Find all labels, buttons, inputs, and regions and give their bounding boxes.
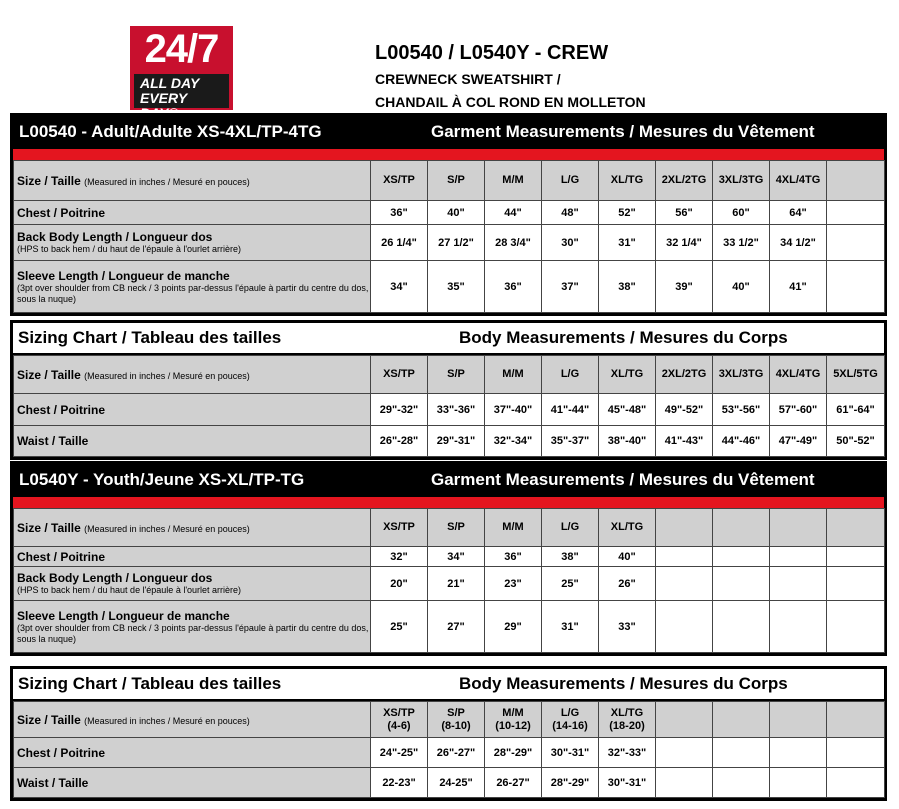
size-cell: [542, 702, 599, 738]
size-cell: XS/TP: [371, 161, 428, 201]
logo-line-1: ALL DAY: [140, 75, 200, 91]
value-cell: 32"-34": [485, 426, 542, 457]
table-row: [14, 201, 885, 225]
red-divider: [13, 497, 884, 508]
value-cell: [770, 768, 827, 798]
row-note: (HPS to back hem / du haut de l'épaule à l'ourlet arrière): [17, 244, 242, 254]
section-title: L0540Y - Youth/Jeune XS-XL/TP-TG: [19, 470, 305, 489]
size-label-cell: [14, 356, 371, 394]
size-cell: [656, 702, 713, 738]
size-note: (Measured in inches / Mesuré en pouces): [84, 370, 250, 381]
value-cell: 26"-28": [371, 426, 428, 457]
section-header: [13, 669, 884, 701]
row-label-cell: [14, 426, 371, 457]
value-cell: [770, 547, 827, 567]
value-cell: 23": [485, 567, 542, 601]
logo-line-2: EVERY: [140, 90, 187, 106]
value-cell: [656, 738, 713, 768]
size-cell: L/G: [542, 161, 599, 201]
size-cell: M/M: [485, 356, 542, 394]
size-cell: [827, 702, 885, 738]
row-label-cell: [14, 567, 371, 601]
value-cell: [827, 201, 885, 225]
value-cell: 57"-60": [770, 394, 827, 426]
size-cell: [599, 702, 656, 738]
value-cell: 28"-29": [542, 768, 599, 798]
value-cell: [827, 547, 885, 567]
section-heading: Garment Measurements / Mesures du Vêtement: [431, 470, 815, 489]
size-header-row: [14, 702, 885, 738]
value-cell: 39": [656, 261, 713, 313]
size-cell: [656, 509, 713, 547]
value-cell: 33"-36": [428, 394, 485, 426]
value-cell: [827, 738, 885, 768]
size-cell: [485, 702, 542, 738]
value-cell: 64": [770, 201, 827, 225]
value-cell: 32"-33": [599, 738, 656, 768]
logo-tagline: [134, 74, 229, 108]
row-label: Chest / Poitrine: [17, 745, 106, 760]
value-cell: [827, 601, 885, 653]
value-cell: 44"-46": [713, 426, 770, 457]
size-header-row: [14, 356, 885, 394]
value-cell: 20": [371, 567, 428, 601]
value-cell: 35": [428, 261, 485, 313]
size-name: M/M: [502, 706, 524, 719]
size-cell: 4XL/4TG: [770, 356, 827, 394]
value-cell: 32 1/4": [656, 225, 713, 261]
size-note: (Measured in inches / Mesuré en pouces): [84, 523, 250, 534]
size-label-cell: [14, 161, 371, 201]
value-cell: [656, 768, 713, 798]
row-label: Waist / Taille: [17, 775, 89, 790]
row-note: (HPS to back hem / du haut de l'épaule à l'ourlet arrière): [17, 585, 242, 595]
size-cell: [713, 702, 770, 738]
section-title: L00540 - Adult/Adulte XS-4XL/TP-4TG: [19, 122, 322, 141]
table-row: [14, 394, 885, 426]
table-row: [14, 768, 885, 798]
value-cell: 29": [485, 601, 542, 653]
size-cell: XS/TP: [371, 356, 428, 394]
value-cell: 38"-40": [599, 426, 656, 457]
value-cell: 34": [428, 547, 485, 567]
size-cell: 2XL/2TG: [656, 356, 713, 394]
value-cell: [770, 601, 827, 653]
row-label-cell: [14, 394, 371, 426]
value-cell: 40": [428, 201, 485, 225]
row-label-cell: [14, 201, 371, 225]
value-cell: 56": [656, 201, 713, 225]
value-cell: 21": [428, 567, 485, 601]
row-label: Chest / Poitrine: [17, 205, 106, 220]
adult-garment-section: [10, 113, 887, 316]
value-cell: 36": [485, 547, 542, 567]
youth-body-section: [10, 666, 887, 801]
section-header: [13, 323, 884, 355]
size-cell: XL/TG: [599, 509, 656, 547]
size-cell: [770, 509, 827, 547]
value-cell: 41"-44": [542, 394, 599, 426]
size-range: (8-10): [441, 719, 471, 732]
value-cell: 37"-40": [485, 394, 542, 426]
value-cell: 50"-52": [827, 426, 885, 457]
document-subtitle-fr: CHANDAIL À COL ROND EN MOLLETON: [375, 94, 646, 110]
value-cell: 30"-31": [542, 738, 599, 768]
value-cell: 32": [371, 547, 428, 567]
size-header-row: [14, 509, 885, 547]
value-cell: [827, 261, 885, 313]
size-cell: M/M: [485, 161, 542, 201]
value-cell: [713, 768, 770, 798]
table-row: [14, 547, 885, 567]
value-cell: [713, 547, 770, 567]
value-cell: 26"-27": [428, 738, 485, 768]
table-row: [14, 738, 885, 768]
value-cell: 26-27": [485, 768, 542, 798]
value-cell: 30"-31": [599, 768, 656, 798]
size-range: (14-16): [552, 719, 588, 732]
size-label-cell: [14, 702, 371, 738]
size-name: XS/TP: [383, 706, 415, 719]
size-cell: [827, 509, 885, 547]
value-cell: 29"-32": [371, 394, 428, 426]
size-cell: [713, 509, 770, 547]
size-name: S/P: [447, 706, 465, 719]
value-cell: 49"-52": [656, 394, 713, 426]
row-label: Chest / Poitrine: [17, 549, 106, 564]
value-cell: 52": [599, 201, 656, 225]
value-cell: 36": [485, 261, 542, 313]
row-label-cell: [14, 547, 371, 567]
size-range: (18-20): [609, 719, 645, 732]
value-cell: 28"-29": [485, 738, 542, 768]
document-subtitle-en: CREWNECK SWEATSHIRT /: [375, 71, 561, 87]
value-cell: [827, 225, 885, 261]
section-title: Sizing Chart / Tableau des tailles: [18, 328, 282, 347]
size-cell: XL/TG: [599, 356, 656, 394]
value-cell: 47"-49": [770, 426, 827, 457]
row-label-cell: [14, 601, 371, 653]
value-cell: 53"-56": [713, 394, 770, 426]
size-cell: S/P: [428, 161, 485, 201]
table-row: [14, 567, 885, 601]
section-heading: Garment Measurements / Mesures du Vêtement: [431, 122, 815, 141]
value-cell: 34": [371, 261, 428, 313]
value-cell: [770, 738, 827, 768]
brand-logo: [130, 26, 233, 110]
size-label: Size / Taille: [17, 367, 81, 382]
size-label: Size / Taille: [17, 712, 81, 727]
adult-body-section: [10, 320, 887, 460]
value-cell: 25": [371, 601, 428, 653]
value-cell: 33 1/2": [713, 225, 770, 261]
section-title: Sizing Chart / Tableau des tailles: [18, 674, 282, 693]
value-cell: 33": [599, 601, 656, 653]
youth-garment-section: [10, 461, 887, 656]
row-label: Waist / Taille: [17, 434, 89, 448]
value-cell: 45"-48": [599, 394, 656, 426]
value-cell: 38": [599, 261, 656, 313]
red-divider: [13, 149, 884, 160]
row-label: Sleeve Length / Longueur de manche: [17, 608, 230, 623]
size-range: (10-12): [495, 719, 531, 732]
size-note: (Measured in inches / Mesuré en pouces): [84, 176, 250, 187]
size-cell: XS/TP: [371, 509, 428, 547]
value-cell: 40": [713, 261, 770, 313]
document-title: L00540 / L0540Y - CREW: [375, 42, 609, 64]
value-cell: 41": [770, 261, 827, 313]
size-cell: M/M: [485, 509, 542, 547]
size-cell: 5XL/5TG: [827, 356, 885, 394]
value-cell: [656, 601, 713, 653]
value-cell: 40": [599, 547, 656, 567]
size-cell: 4XL/4TG: [770, 161, 827, 201]
value-cell: [713, 567, 770, 601]
value-cell: 48": [542, 201, 599, 225]
row-label-cell: [14, 261, 371, 313]
size-cell: S/P: [428, 509, 485, 547]
value-cell: 22-23": [371, 768, 428, 798]
value-cell: 29"-31": [428, 426, 485, 457]
measurement-table: [13, 355, 885, 457]
row-label: Sleeve Length / Longueur de manche: [17, 268, 230, 283]
table-row: [14, 225, 885, 261]
value-cell: 26 1/4": [371, 225, 428, 261]
value-cell: [656, 567, 713, 601]
size-cell: [827, 161, 885, 201]
value-cell: [656, 547, 713, 567]
logo-number: 24/7: [144, 27, 219, 71]
value-cell: 24-25": [428, 768, 485, 798]
measurement-table: [13, 160, 885, 313]
row-note: (3pt over shoulder from CB neck / 3 points par-dessus l'épaule à partir du centre du dos, sous la nuque): [17, 282, 369, 304]
value-cell: 60": [713, 201, 770, 225]
section-heading: Body Measurements / Mesures du Corps: [459, 328, 788, 347]
measurement-table: [13, 701, 885, 798]
row-label: Chest / Poitrine: [17, 402, 106, 417]
table-row: [14, 261, 885, 313]
value-cell: 28 3/4": [485, 225, 542, 261]
size-cell: L/G: [542, 356, 599, 394]
value-cell: 26": [599, 567, 656, 601]
row-label-cell: [14, 738, 371, 768]
size-label: Size / Taille: [17, 520, 81, 535]
size-name: L/G: [560, 706, 580, 719]
size-label-cell: [14, 509, 371, 547]
size-cell: XL/TG: [599, 161, 656, 201]
value-cell: 34 1/2": [770, 225, 827, 261]
size-note: (Measured in inches / Mesuré en pouces): [84, 715, 250, 726]
value-cell: 31": [599, 225, 656, 261]
row-label: Back Body Length / Longueur dos: [17, 571, 213, 585]
value-cell: [713, 601, 770, 653]
value-cell: 38": [542, 547, 599, 567]
value-cell: 61"-64": [827, 394, 885, 426]
value-cell: 24"-25": [371, 738, 428, 768]
value-cell: 27 1/2": [428, 225, 485, 261]
section-heading: Body Measurements / Mesures du Corps: [459, 674, 788, 693]
value-cell: [713, 738, 770, 768]
row-note: (3pt over shoulder from CB neck / 3 points par-dessus l'épaule à partir du centre du dos, sous la nuque): [17, 622, 369, 644]
size-label: Size / Taille: [17, 173, 81, 188]
value-cell: 30": [542, 225, 599, 261]
size-cell: L/G: [542, 509, 599, 547]
section-header: [13, 464, 884, 497]
value-cell: 35"-37": [542, 426, 599, 457]
size-cell: 3XL/3TG: [713, 356, 770, 394]
size-cell: [428, 702, 485, 738]
row-label: Back Body Length / Longueur dos: [17, 230, 213, 244]
value-cell: 27": [428, 601, 485, 653]
value-cell: 41"-43": [656, 426, 713, 457]
value-cell: 31": [542, 601, 599, 653]
table-row: [14, 601, 885, 653]
size-cell: S/P: [428, 356, 485, 394]
size-cell: [770, 702, 827, 738]
value-cell: [770, 567, 827, 601]
measurement-table: [13, 508, 885, 653]
value-cell: 36": [371, 201, 428, 225]
value-cell: [827, 768, 885, 798]
size-range: (4-6): [387, 719, 411, 732]
size-header-row: [14, 161, 885, 201]
row-label-cell: [14, 225, 371, 261]
value-cell: 37": [542, 261, 599, 313]
table-row: [14, 426, 885, 457]
value-cell: 25": [542, 567, 599, 601]
value-cell: 44": [485, 201, 542, 225]
size-cell: [371, 702, 428, 738]
row-label-cell: [14, 768, 371, 798]
value-cell: [827, 567, 885, 601]
size-cell: 2XL/2TG: [656, 161, 713, 201]
size-cell: 3XL/3TG: [713, 161, 770, 201]
section-header: [13, 116, 884, 149]
size-name: XL/TG: [610, 706, 644, 719]
